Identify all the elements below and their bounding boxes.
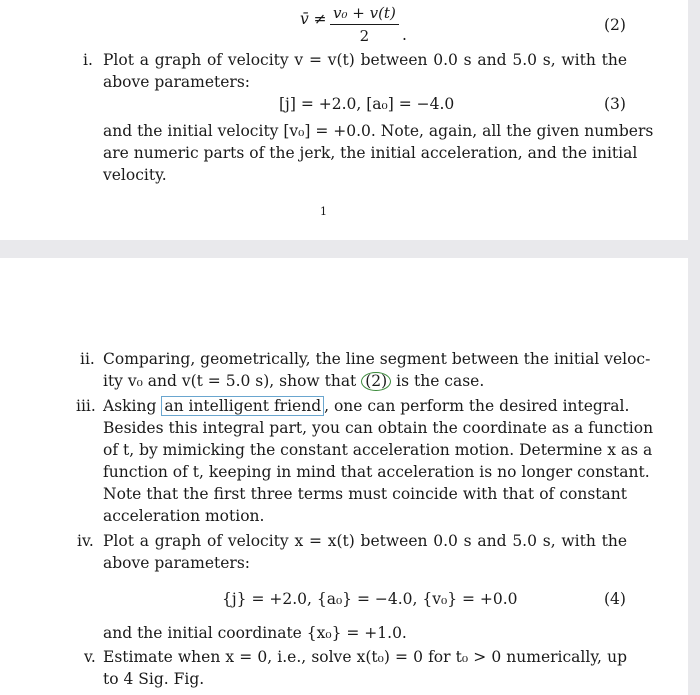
item-iii-line-3: of t, by mimicking the constant acceleration motion. Determine x as a <box>103 441 653 459</box>
item-i-line-2: above parameters: <box>103 73 251 91</box>
item-iv-marker: iv. <box>77 532 94 550</box>
para-line-1: and the initial velocity [v₀] = +0.0. Note, again, all the given numbers <box>103 122 654 140</box>
item-v-line-2: to 4 Sig. Fig. <box>103 670 205 688</box>
eq4: {j} = +2.0, {a₀} = −4.0, {v₀} = +0.0 <box>222 590 518 608</box>
item-i-marker: i. <box>83 51 93 69</box>
item-ii-line-2 <box>103 370 484 392</box>
item-iii-line-1 <box>103 395 630 417</box>
eq2-lhs: v̄ ≠ <box>300 10 327 28</box>
eq2-period: . <box>402 26 407 44</box>
item-iii-line-4: function of t, keeping in mind that acceleration is no longer constant. <box>103 463 650 481</box>
item-v-line-1: Estimate when x = 0, i.e., solve x(t₀) = 0 for t₀ > 0 numerically, up <box>103 648 627 666</box>
item-i-line-1: Plot a graph of velocity v = v(t) between 0.0 s and 5.0 s, with the <box>103 51 627 69</box>
eq2-denominator: 2 <box>359 27 370 45</box>
item-v-marker: v. <box>84 648 96 666</box>
eq2-numerator: v₀ + v(t) <box>330 4 399 25</box>
item-iv-line-1: Plot a graph of velocity x = x(t) between 0.0 s and 5.0 s, with the <box>103 532 627 550</box>
intelligent-friend-link[interactable]: an intelligent friend <box>161 396 324 416</box>
item-iii-line-5: Note that the first three terms must coincide with that of constant <box>103 485 627 503</box>
item-iii-line-2: Besides this integral part, you can obtain the coordinate as a function <box>103 419 654 437</box>
eq4-number: (4) <box>604 590 626 608</box>
eq3: [j] = +2.0, [a₀] = −4.0 <box>279 95 455 113</box>
equation-ref-link[interactable]: (2) <box>361 372 391 391</box>
item-iii-line-6: acceleration motion. <box>103 507 265 525</box>
item-iii-marker: iii. <box>76 397 96 415</box>
eq2-number: (2) <box>604 16 626 34</box>
item-iii-line-1-text: Asking <box>103 397 157 415</box>
coordinate-line: and the initial coordinate {x₀} = +1.0. <box>103 624 407 642</box>
para-line-3: velocity. <box>103 166 167 184</box>
eq3-number: (3) <box>604 95 626 113</box>
item-iv-line-2: above parameters: <box>103 554 251 572</box>
item-ii-line-1: Comparing, geometrically, the line segment between the initial veloc- <box>103 350 651 368</box>
item-ii-line-2-tail: is the case. <box>396 372 485 390</box>
page-number: 1 <box>320 205 327 218</box>
item-ii-line-2-text: ity v₀ and v(t = 5.0 s), show that <box>103 372 357 390</box>
page-1 <box>0 0 688 240</box>
para-line-2: are numeric parts of the jerk, the initial acceleration, and the initial <box>103 144 638 162</box>
eq2-fraction <box>330 4 399 45</box>
item-iii-line-1-tail: , one can perform the desired integral. <box>324 397 630 415</box>
page-2 <box>0 258 688 695</box>
item-ii-marker: ii. <box>80 350 95 368</box>
